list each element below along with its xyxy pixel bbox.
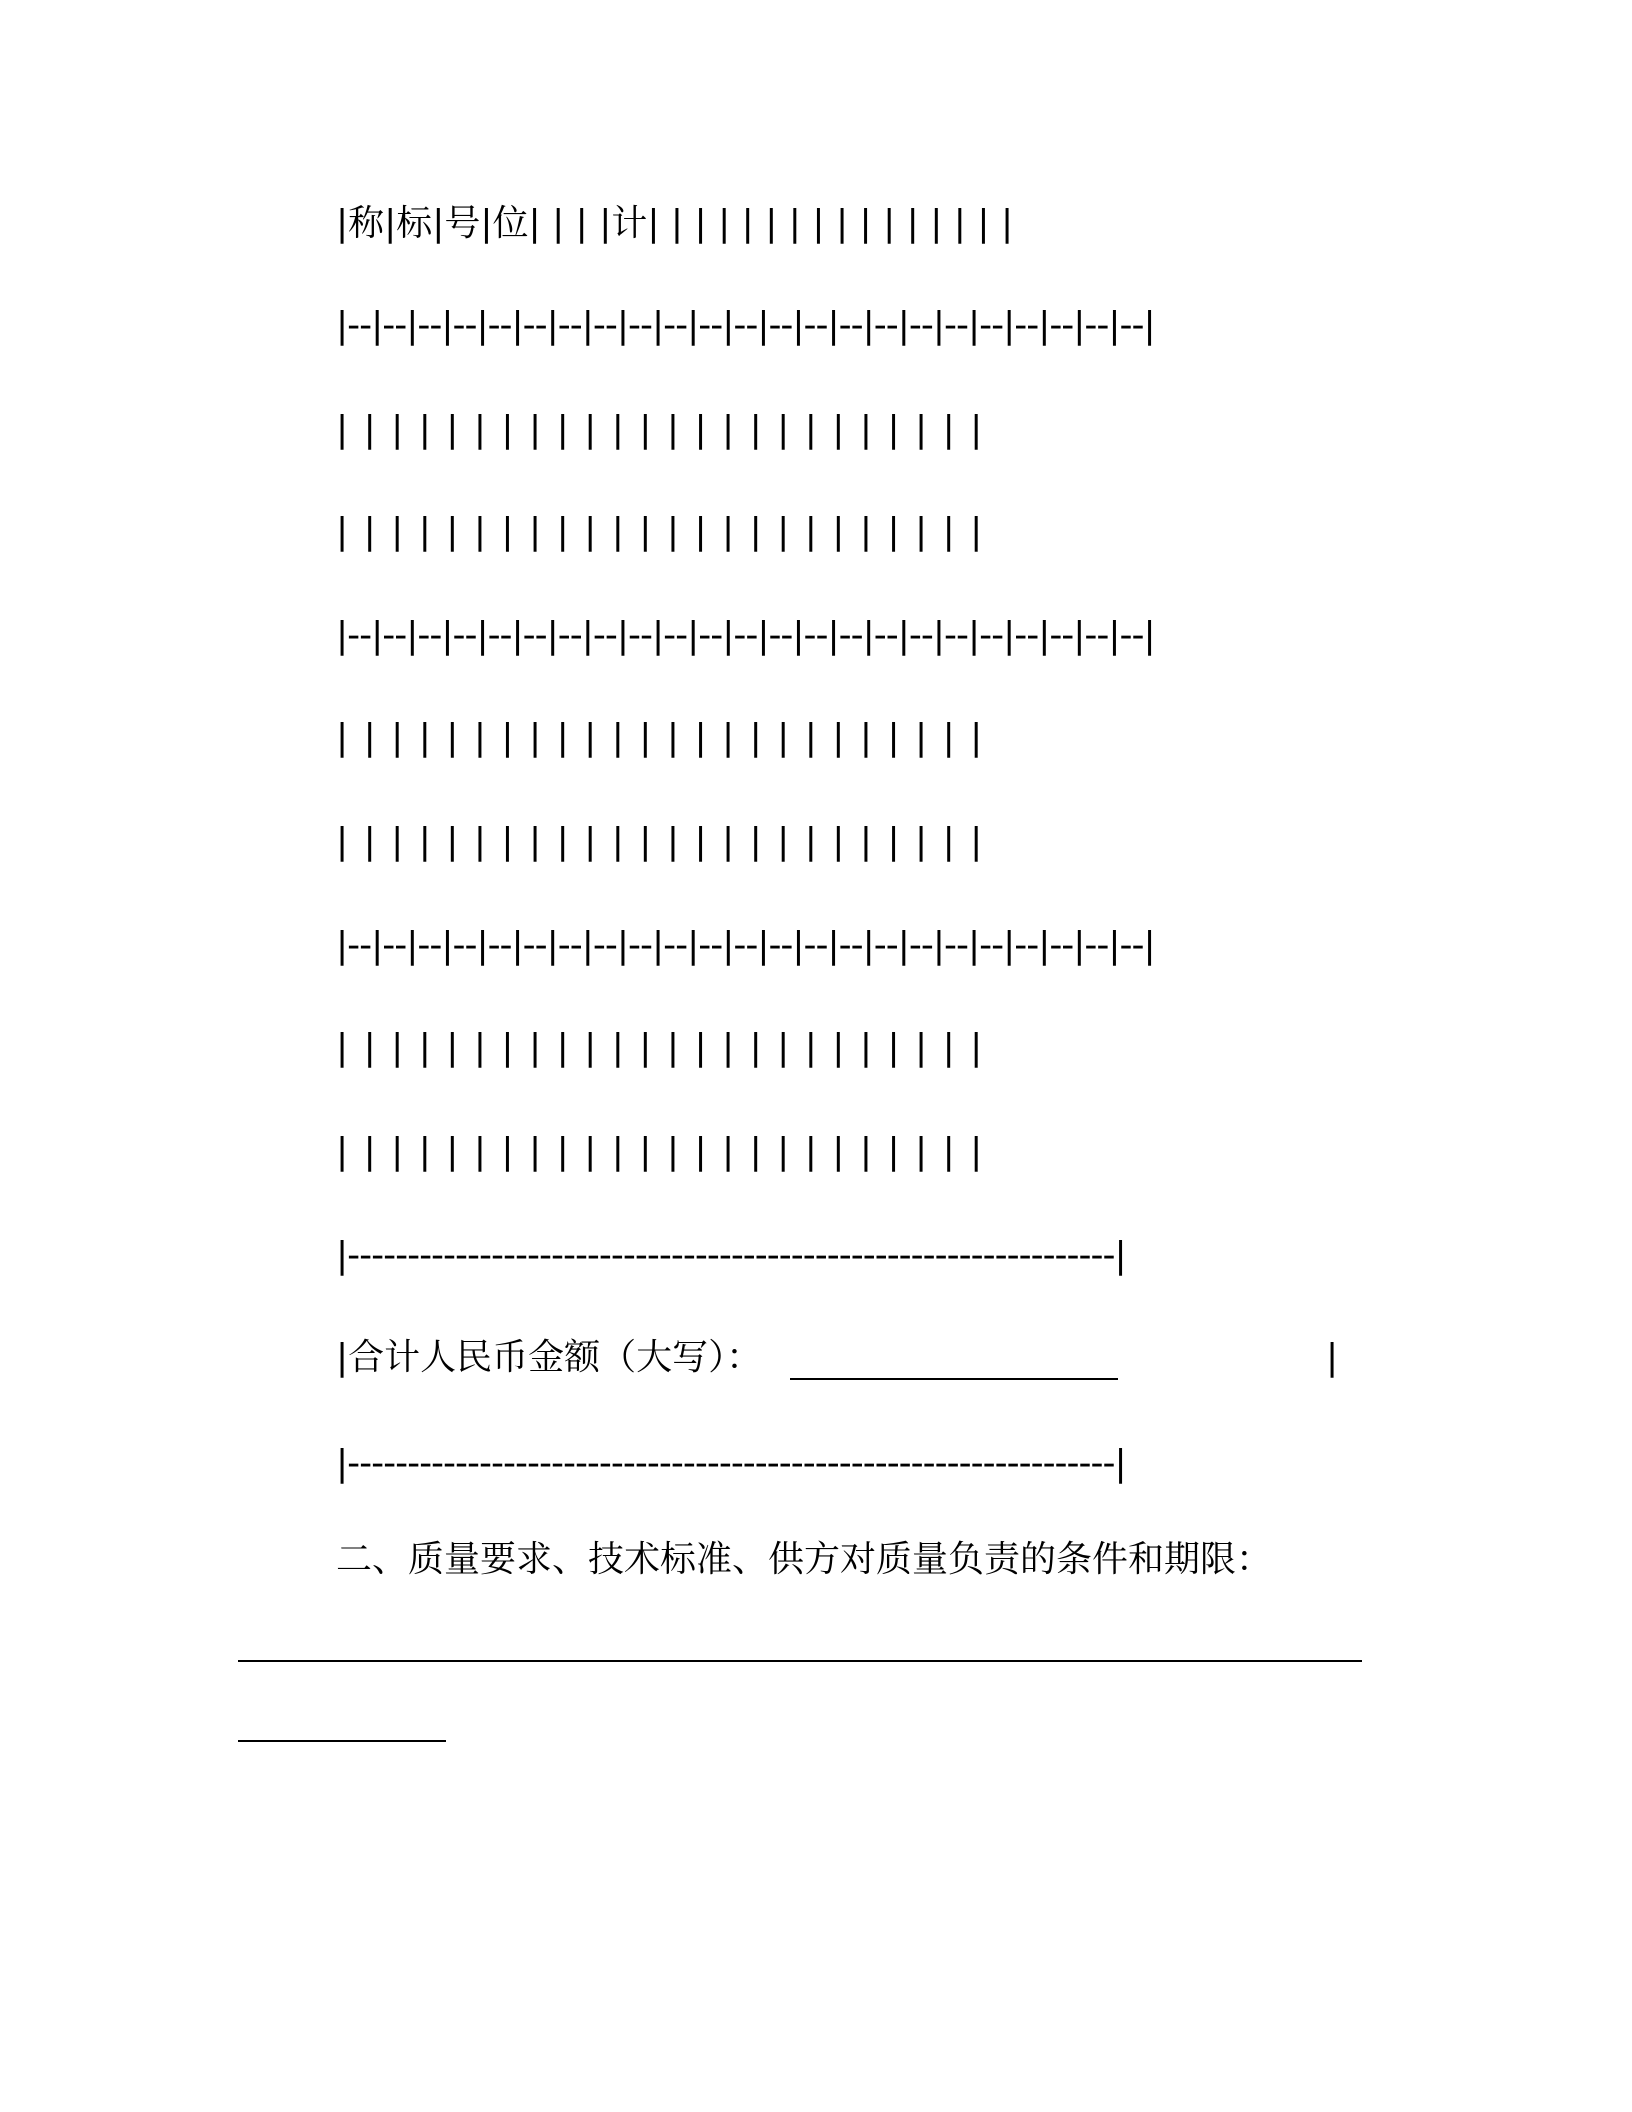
total-amount-blank	[790, 1378, 1118, 1380]
table-separator: |--|--|--|--|--|--|--|--|--|--|--|--|--|--|--|--|--|--|--|--|--|--|--|	[336, 615, 1155, 656]
total-border-bottom: |----------------------------------------------------------------|	[336, 1443, 1126, 1484]
table-empty-row: | | | | | | | | | | | | | | | | | | | | | | | |	[336, 1027, 985, 1068]
table-empty-row: | | | | | | | | | | | | | | | | | | | | | | | |	[336, 717, 985, 758]
table-empty-row: | | | | | | | | | | | | | | | | | | | | | | | |	[336, 821, 985, 862]
table-separator: |--|--|--|--|--|--|--|--|--|--|--|--|--|--|--|--|--|--|--|--|--|--|--|	[336, 305, 1155, 346]
table-empty-row: | | | | | | | | | | | | | | | | | | | | | | | |	[336, 409, 985, 450]
table-empty-row: | | | | | | | | | | | | | | | | | | | | | | | |	[336, 1131, 985, 1172]
section-2-blank-line-2	[238, 1740, 446, 1742]
total-amount-label: |合计人民币金额（大写）：	[336, 1337, 763, 1378]
section-2-blank-line-1	[238, 1660, 1362, 1662]
table-header-row: |称|标|号|位| | | |计| | | | | | | | | | | | | | | |	[336, 203, 1014, 244]
table-separator: |--|--|--|--|--|--|--|--|--|--|--|--|--|--|--|--|--|--|--|--|--|--|--|	[336, 925, 1155, 966]
total-border-top: |----------------------------------------------------------------|	[336, 1235, 1126, 1276]
section-2-heading: 二、质量要求、技术标准、供方对质量负责的条件和期限：	[336, 1539, 1273, 1580]
table-empty-row: | | | | | | | | | | | | | | | | | | | | | | | |	[336, 511, 985, 552]
total-row-end: |	[1326, 1337, 1339, 1378]
